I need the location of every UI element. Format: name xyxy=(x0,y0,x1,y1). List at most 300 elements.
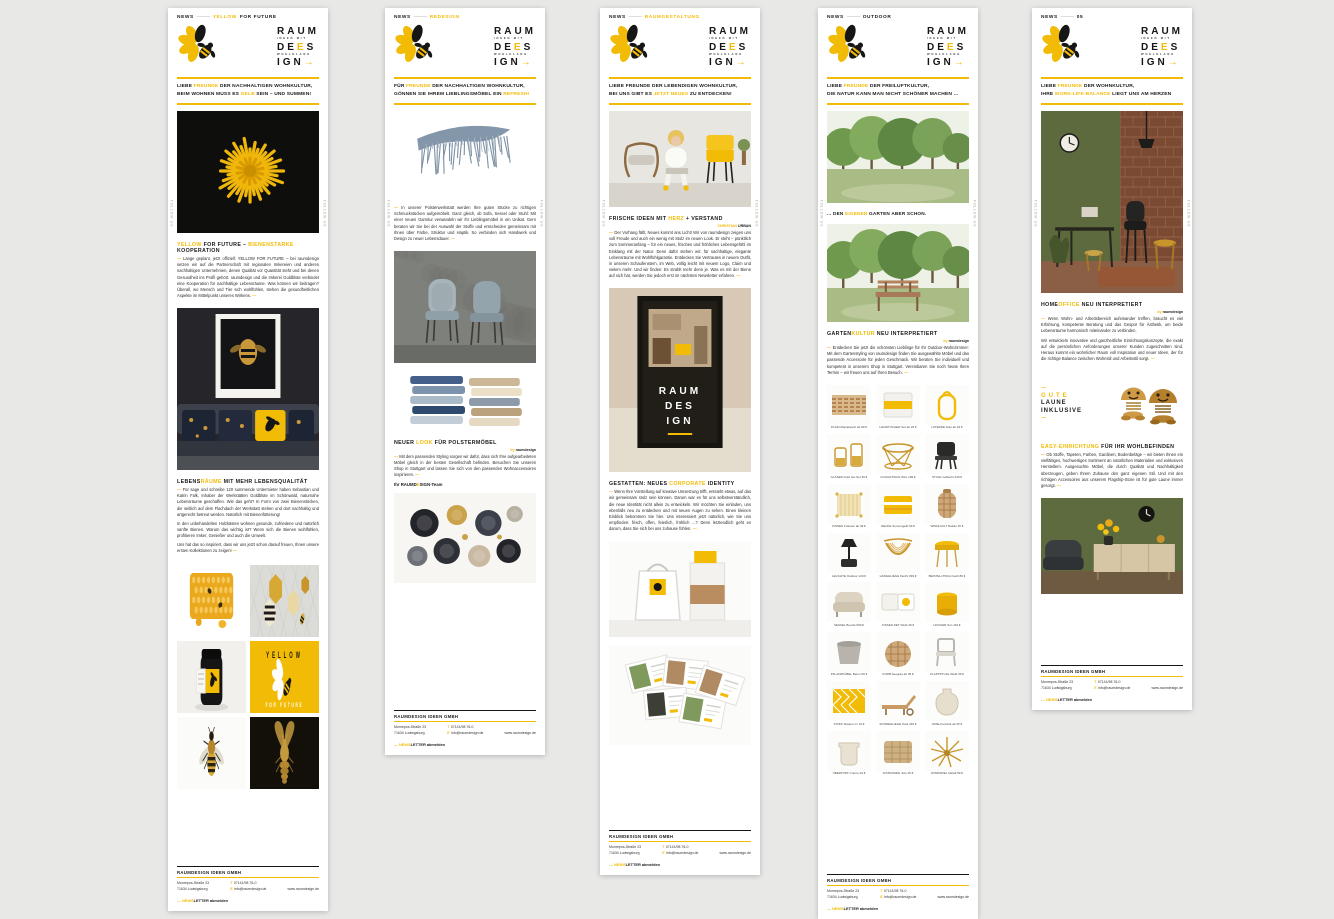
news-label: NEWS xyxy=(609,15,626,20)
flower-bee-logo-icon xyxy=(1041,24,1087,71)
product-photo xyxy=(876,681,920,721)
text-segment: GARTEN ABER SCHON. xyxy=(867,211,927,217)
wordmark-sub2: WOHLKLANG xyxy=(709,53,743,56)
body-paragraph: — Entdecken Sie jetzt die schönsten Lieblinge für Ihr Outdoor-Wohnzimmer: Mit dem Gartenstyling von raumdesign finden Sie ausgewählte Möbel und das passende Accessoire für jeden Geschmack. Wir beraten Sie individuell und kompetent in unserem Shop in Stuttgart. Vereinbaren Sie noch heute Ihren Termin – wir freuen uns auf Ihren Besuch. — xyxy=(827,345,969,376)
product-item[interactable] xyxy=(925,681,969,726)
news-tag-row xyxy=(394,15,536,20)
body-paragraph: Wir entwickeln innovative und ganzheitliche Einrichtungskonzepte, die exakt auf die persönlichen Anforderungen unserer Kunden zugeschnitten sind. Heraus kommt ein wohnlicher Raum voll Inspiration und neuer Ideen, der für die richtige Balance zwischen Wohnstil und Arbeitsstil sorgt. — xyxy=(1041,338,1183,363)
text-segment: by xyxy=(510,448,516,453)
divider-rule xyxy=(1041,77,1183,79)
hexagon-bee-collage xyxy=(250,565,319,637)
footer-rule xyxy=(827,885,969,886)
text-segment: DER xyxy=(1082,84,1097,89)
wordmark-letter: DE xyxy=(277,41,297,53)
divider-rule xyxy=(394,103,536,105)
product-caption: KORB Seegras ab 35 € xyxy=(882,672,914,677)
divider-rule xyxy=(1041,103,1183,105)
product-item[interactable] xyxy=(876,533,920,578)
product-caption: BEISTELLTISCH Gelb 89 € xyxy=(928,573,966,578)
contact-value: 07141/98 76-0 xyxy=(233,881,257,886)
unsubscribe-link[interactable] xyxy=(177,898,319,903)
article-section xyxy=(1041,299,1183,365)
product-item[interactable] xyxy=(925,533,969,578)
product-photo xyxy=(925,681,969,721)
text-segment: LIEBLINGSMÖBEL xyxy=(445,91,492,97)
product-item[interactable] xyxy=(925,632,969,677)
brand-wordmark xyxy=(494,27,536,68)
news-dash: ——— xyxy=(413,15,427,20)
text-segment: RAUMD xyxy=(400,481,417,487)
contact-key: T xyxy=(1094,680,1097,685)
email-link[interactable] xyxy=(662,851,698,857)
website-link[interactable]: www.raumdesign.de xyxy=(504,731,536,736)
product-photo xyxy=(827,681,871,721)
news-tag-row xyxy=(827,15,969,20)
text-segment: ... DEN xyxy=(827,211,846,217)
text-segment: LIEBE xyxy=(827,84,844,89)
wordmark-sub2: WOHLKLANG xyxy=(494,53,528,56)
contact-column xyxy=(447,725,483,737)
text-segment: LIEGT UNS AM xyxy=(1110,91,1151,97)
text-segment: EIN xyxy=(491,91,504,97)
section-body xyxy=(1041,452,1183,489)
text-segment: FÜR POLSTERMÖBEL xyxy=(432,440,497,447)
text-segment: DER NACHHALTIGEN xyxy=(218,84,275,89)
text-segment: BEI UNS GIBT ES xyxy=(609,91,654,97)
greeting-line xyxy=(394,83,536,91)
edition-tag: RAUMGESTALTUNG xyxy=(644,15,700,20)
product-item[interactable] xyxy=(827,484,871,529)
wordmark-letter: E xyxy=(513,41,524,53)
product-item[interactable] xyxy=(827,582,871,627)
text-segment: WOHNKULTUR, xyxy=(1096,84,1135,89)
text-segment: YELLOW xyxy=(177,242,202,249)
wordmark-line1: RAUM xyxy=(494,25,536,37)
unsubscribe-link[interactable] xyxy=(609,862,751,867)
text-segment: FREILUFTKULTUR, xyxy=(882,84,930,89)
text-segment: NEU INTERPRETIERT xyxy=(874,331,938,338)
product-item[interactable] xyxy=(827,632,871,677)
section-heading xyxy=(394,440,536,446)
wordmark-letter: S xyxy=(1170,41,1181,53)
text-segment: URBAN xyxy=(738,224,751,229)
wordmark-line1: RAUM xyxy=(709,25,751,37)
park-trees-photo xyxy=(827,111,969,203)
section-heading xyxy=(827,331,969,337)
brand-header xyxy=(394,24,536,71)
text-segment: ZU ENTDECKEN! xyxy=(688,91,732,97)
text-segment: HERZEN xyxy=(1150,91,1172,97)
section-heading xyxy=(1041,444,1183,450)
text-segment: E xyxy=(416,481,420,487)
footer-columns xyxy=(827,889,969,901)
text-segment: JETZT NEUES xyxy=(653,91,689,97)
text-segment: REFRESH! xyxy=(503,91,530,97)
product-caption: COUCHTISCH Wire 199 € xyxy=(880,474,916,479)
text-segment: FÜR xyxy=(394,84,407,89)
product-caption: LEUCHTE Outdoor 129 € xyxy=(831,573,867,578)
body-paragraph: Uns hat das so inspiriert, dass wir uns jetzt schon darauf freuen, Ihnen unsere ersten Kollektionen zu zeigen! — xyxy=(177,542,319,554)
svg-text:FOR FUTURE: FOR FUTURE xyxy=(265,701,304,710)
gold-bee-embroidery xyxy=(250,717,319,789)
address-column xyxy=(827,889,859,901)
wordmark-letter: IGN xyxy=(277,57,304,69)
signoff-text xyxy=(394,482,536,487)
product-photo xyxy=(925,731,969,771)
product-item[interactable] xyxy=(876,681,920,726)
article-section xyxy=(609,478,751,535)
product-photo xyxy=(827,582,871,622)
product-item[interactable] xyxy=(876,632,920,677)
website-link[interactable]: www.raumdesign.de xyxy=(1151,686,1183,691)
section-byline xyxy=(827,339,969,343)
text-segment: HOME xyxy=(1041,302,1059,309)
address-line: 71634 Ludwigsburg xyxy=(827,895,858,900)
text-segment: GARTEN xyxy=(827,331,852,338)
product-item[interactable] xyxy=(925,484,969,529)
article-section xyxy=(609,213,751,282)
product-photo xyxy=(827,632,871,672)
section-body xyxy=(827,345,969,376)
news-tag-row xyxy=(1041,15,1183,20)
product-item[interactable] xyxy=(876,731,920,776)
text-segment: NEU INTERPRETIERT xyxy=(1079,302,1143,309)
text-segment: DER LEBENDIGEN xyxy=(650,84,700,89)
contact-value: info@raumdesign.de xyxy=(1098,686,1131,691)
product-photo xyxy=(876,582,920,622)
company-name: RAUMDESIGN IDEEN GMBH xyxy=(177,869,242,875)
product-caption: DECKE Sonnengelb 59 € xyxy=(881,524,915,529)
news-label: NEWS xyxy=(1041,15,1058,20)
contact-value: info@raumdesign.de xyxy=(884,895,917,900)
unsubscribe-link[interactable] xyxy=(394,742,536,747)
product-item[interactable] xyxy=(925,385,969,430)
contact-value: info@raumdesign.de xyxy=(234,887,267,892)
divider-rule xyxy=(609,77,751,79)
brand-wordmark xyxy=(1141,27,1183,68)
text-segment: DER xyxy=(430,84,445,89)
address-line: Monrepos-Straße 23 xyxy=(827,889,860,894)
wordmark-line3 xyxy=(709,58,751,68)
text-segment: BIENENSTARKE xyxy=(248,242,294,249)
edition-tag: REDESIGN xyxy=(429,15,460,20)
article-section xyxy=(177,476,319,557)
wordmark-line2 xyxy=(709,43,751,53)
article-section xyxy=(1041,441,1183,492)
section-byline xyxy=(394,448,536,452)
product-item[interactable] xyxy=(925,582,969,627)
news-label: NEWS xyxy=(177,15,194,20)
body-paragraph: In den unbehandelten Holzkästen wohnen gesunde, zufriedene und natürlich sanfte Bienen. Warum das wichtig ist? Wenn sich die Bienen wohlfühlen, profitieren Imker, Genießer und auch die Umwelt. xyxy=(177,520,319,539)
company-name: RAUMDESIGN IDEEN GMBH xyxy=(1041,668,1106,674)
figurine-word: GUTE xyxy=(1041,392,1070,399)
ceramics-flatlay-photo xyxy=(394,493,536,583)
text-segment: — xyxy=(394,742,399,747)
edition-tag: OUTDOOR xyxy=(862,15,892,20)
product-caption: SONNENLIEGE Teak 449 € xyxy=(879,721,917,726)
honey-jar-photo xyxy=(177,641,246,713)
contact-value: info@raumdesign.de xyxy=(666,851,699,856)
text-segment: LETTER abmelden xyxy=(193,898,229,903)
park-bench-photo xyxy=(827,224,969,322)
news-dash: ——— xyxy=(196,15,210,20)
product-grid xyxy=(827,385,969,776)
section-body xyxy=(177,487,319,554)
wordmark-letter: IGN xyxy=(927,57,954,69)
wordmark-letter: E xyxy=(1160,41,1171,53)
section-body xyxy=(177,256,319,299)
text-segment: LETTER abmelden xyxy=(843,906,879,911)
edition-tag: 05 xyxy=(1076,15,1084,20)
wordmark-line3 xyxy=(1141,58,1183,68)
wordmark-line2 xyxy=(277,43,319,53)
article-section xyxy=(394,437,536,487)
wordmark-line2 xyxy=(927,43,969,53)
footer-rule xyxy=(177,877,319,878)
website-link[interactable]: www.raumdesign.de xyxy=(719,851,751,856)
text-segment: NEWS xyxy=(181,898,194,903)
product-caption: WINDLICHT Rattan 45 € xyxy=(930,524,964,529)
brochure-fan-photo xyxy=(609,645,751,745)
product-item[interactable] xyxy=(827,731,871,776)
arrow-icon: → xyxy=(1167,57,1181,69)
woman-yellow-chair-photo xyxy=(609,111,751,207)
email-link[interactable] xyxy=(230,887,266,893)
text-segment: SIGN-Team xyxy=(419,481,443,487)
contact-key: E xyxy=(230,887,233,892)
wordmark-line1: RAUM xyxy=(1141,25,1183,37)
text-segment: EIGENEN xyxy=(845,211,868,217)
product-item[interactable] xyxy=(925,731,969,776)
section-body xyxy=(1041,316,1183,362)
wordmark-sub1: IDEEN MIT xyxy=(927,37,957,41)
framed-brand-poster-photo xyxy=(609,288,751,472)
image-grid xyxy=(177,565,319,789)
edge-vertical-label: FOLLOW US xyxy=(322,200,327,228)
dash-icon: — xyxy=(1041,385,1046,392)
article-section xyxy=(827,328,969,379)
newsletter-outdoor xyxy=(818,8,978,919)
contact-footer xyxy=(394,710,536,737)
text-segment: WOHNKULTUR, xyxy=(274,84,313,89)
address-line: Monrepos-Straße 23 xyxy=(609,845,642,850)
contact-value: 07141/98 76-0 xyxy=(1097,680,1121,685)
body-paragraph: — Wenn Ihre Vorstellung auf kreative Umsetzung trifft, entsteht etwas, auf das wir gemeinsam stolz sein können. Darum war es für uns selbstverständlich, die neue Identität nicht allein zu entwickeln. Wir möchten Sie einladen, uns ebenfalls neu zu entdecken und mit neuen Augen zu sehen. Einen kleinen Einblick bekommen Sie hier. Uns interessiert jetzt natürlich, wie Sie uns empfinden: frisch, offen, feierlich, fröhlich ...? Denn letztendlich geht es darum, dass Sie sich bei uns zuhause fühlen. — xyxy=(609,489,751,532)
edge-vertical-label: FOLLOW US xyxy=(601,200,606,228)
news-dash: ——— xyxy=(846,15,860,20)
contact-footer xyxy=(609,830,751,857)
contact-footer xyxy=(827,874,969,901)
product-photo xyxy=(827,484,871,524)
product-caption: STOFF Rauten /m 19 € xyxy=(833,721,865,726)
newsletter-homeoffice xyxy=(1032,8,1192,710)
product-caption: HANDTÜCHER Set ab 29 € xyxy=(879,425,917,430)
text-segment: by xyxy=(1157,310,1163,315)
edition-tag: YELLOW xyxy=(212,15,237,20)
text-segment: FÜR IHR xyxy=(1099,444,1127,451)
news-dash: ——— xyxy=(1060,15,1074,20)
text-segment: IHRE xyxy=(1041,91,1055,97)
email-link[interactable] xyxy=(1094,686,1130,692)
article-section xyxy=(394,205,536,245)
text-segment: by xyxy=(943,339,949,344)
product-photo xyxy=(925,582,969,622)
edge-vertical-label: FOLLOW US xyxy=(1033,200,1038,228)
brand-wordmark xyxy=(277,27,319,68)
wordmark-line2 xyxy=(494,43,536,53)
edition-tag: FOR FUTURE xyxy=(239,15,277,20)
arrow-icon: → xyxy=(520,57,534,69)
product-caption: GLÄSER Gold 4er-Set 39 € xyxy=(830,474,868,479)
section-byline xyxy=(1041,310,1183,314)
section-body xyxy=(394,205,536,242)
svg-text:IGN: IGN xyxy=(666,416,694,428)
text-segment: NEWS xyxy=(1045,697,1058,702)
brand-header xyxy=(609,24,751,71)
product-photo xyxy=(925,385,969,425)
text-segment: NATUR xyxy=(837,91,855,97)
text-segment: OFFICE xyxy=(1058,302,1080,309)
product-item[interactable] xyxy=(827,533,871,578)
text-segment: CORPORATE xyxy=(669,481,706,488)
greeting-text xyxy=(609,83,751,98)
text-segment: — xyxy=(827,906,832,911)
footer-columns xyxy=(1041,680,1183,692)
text-segment: FREUNDE xyxy=(625,84,651,89)
product-item[interactable] xyxy=(827,385,871,430)
product-caption: SESSEL Bouclé 599 € xyxy=(834,622,864,627)
product-item[interactable] xyxy=(876,385,920,430)
unsubscribe-link[interactable] xyxy=(827,906,969,911)
wordmark-line2 xyxy=(1141,43,1183,53)
text-segment: BEIM WOHNEN MUSS ES xyxy=(177,91,241,97)
body-paragraph: — Für sage und schreibe 120 summende Untermieter haben Sebastian und Katrin Falk, Inhaber der Werkstätten Goldblüte im Schönwald, naturnahe Lebensräume geschaffen. Wie das geht? In Form von zwei Bienenstöcken, die seitlich auf dem Flachdach der Werkstatt stehen und dort nachhaltig und artgerecht betreut werden. Natürlich mit Bienenfütterung! xyxy=(177,487,319,518)
divider-rule xyxy=(827,103,969,105)
company-name: RAUMDESIGN IDEEN GMBH xyxy=(609,833,674,839)
email-link[interactable] xyxy=(880,895,916,901)
article-section xyxy=(177,239,319,302)
green-living-room-photo xyxy=(1041,498,1183,594)
product-caption: HOCKER Sun 119 € xyxy=(933,622,961,627)
text-segment: NEWS xyxy=(613,862,626,867)
wordmark-letter: S xyxy=(956,41,967,53)
divider-rule xyxy=(394,77,536,79)
footer-columns xyxy=(394,725,536,737)
text-segment: — xyxy=(177,898,182,903)
text-segment: WOHLBEFINDEN xyxy=(1126,444,1175,451)
email-link[interactable] xyxy=(447,731,483,737)
body-paragraph: — Lange geplant, jetzt offiziell: YELLOW FOR FUTURE – bei raumdesign setzen wir auf die Partnerschaft mit regionalen Imkereien und anderen nachhaltigen Unternehmen, denen Qualität vor Quantität steht und bei denen Gesundheit ins Profil gehört. raumdesign und die Imkerei Goldblüte verbindet eine Kooperation für nachhaltige Lebensräume. Was können wir beitragen? Überall, wo Mensch und Tier sich wohlfühlen, stehen die gesundheitlichen Aspekte im Mittelpunkt unseres Wirkens. — xyxy=(177,256,319,299)
body-paragraph: — In unserer Polsterwerkstatt werden Ihre guten Stücke zu richtigen Schmuckstücken aufgemöbelt. Ganz gleich, ob Sofa, Sessel oder Stuhl: Mit einer neuen Garnitur verwandeln wir Ihr Lieblingsmöbel in ein Unikat. Gern beraten wir Sie bei der Auswahl der Stoffe und entscheiden gemeinsam mit Ihnen über Farbe, Struktur und Haptik. So verbinden sich Handwerk und Design zu neuer Lebensdauer. — xyxy=(394,205,536,242)
contact-footer xyxy=(1041,665,1183,692)
product-photo xyxy=(925,484,969,524)
divider-rule xyxy=(827,77,969,79)
edge-vertical-label: FOLLOW US xyxy=(169,200,174,228)
svg-text:DES: DES xyxy=(665,401,695,413)
newsletter-corporate-identity xyxy=(600,8,760,875)
arrow-icon: → xyxy=(953,57,967,69)
address-column xyxy=(1041,680,1073,692)
news-dash: ——— xyxy=(628,15,642,20)
contact-key: T xyxy=(880,889,883,894)
text-segment: LETTER abmelden xyxy=(625,862,661,867)
yellow-chrysanthemum-photo xyxy=(177,111,319,233)
product-item[interactable] xyxy=(876,484,920,529)
greeting-line xyxy=(1041,91,1183,99)
text-segment: RÄUME xyxy=(200,479,222,486)
contact-key: T xyxy=(230,881,233,886)
address-column xyxy=(394,725,426,737)
body-paragraph: — Der Vorhang fällt, Neues kommt ans Licht! Wir von raumdesign zeigen uns voll Freude und auch ein wenig mit Stolz im neuen Look. Er steht – pünktlich zum Sommeranfang – für ein neues, frisches und fröhliches Lebensgefühl im Einklang mit der Natur. Denn dafür stehen wir: für nachhaltige, elegante Lebensräume mit Wohlfühlgarantie. Entdecken Sie Vertrautes in neuem Outfit, in unseren Schaufenstern, im Web, völlig leicht mit neuem Logo, Claim und vielem mehr. Und wir finden: Es strahlt mehr denn je. Was es mit der Biene auf sich hat, werden Sie jedoch erst im nächsten Newsletter erfahren. — xyxy=(609,230,751,279)
website-link[interactable]: www.raumdesign.de xyxy=(287,887,319,892)
newsletter-redesign xyxy=(385,8,545,755)
contact-key: E xyxy=(662,851,665,856)
contact-value: info@raumdesign.de xyxy=(451,731,484,736)
flower-bee-logo-icon xyxy=(177,24,223,71)
text-segment: WORK-LIFE-BALANCE xyxy=(1054,91,1111,97)
section-byline xyxy=(609,224,751,228)
section-body xyxy=(609,489,751,532)
edge-vertical-label: FOLLOW US xyxy=(754,200,759,228)
text-segment: KOOPERATION xyxy=(177,248,220,255)
divider-rule xyxy=(609,103,751,105)
home-office-photo xyxy=(1041,111,1183,293)
good-mood-figurines xyxy=(1041,373,1183,433)
product-photo xyxy=(876,484,920,524)
product-photo xyxy=(876,434,920,474)
product-photo xyxy=(876,731,920,771)
unsubscribe-link[interactable] xyxy=(1041,697,1183,702)
footer-rule xyxy=(609,841,751,842)
greeting-line xyxy=(177,83,319,91)
wordmark-line1: RAUM xyxy=(927,25,969,37)
product-photo xyxy=(827,533,871,573)
product-photo xyxy=(925,533,969,573)
bee-cushion-sofa-photo xyxy=(177,308,319,470)
greeting-line xyxy=(394,91,536,99)
wordmark-sub2: WOHLKLANG xyxy=(277,53,311,56)
wordmark-letter: DE xyxy=(927,41,947,53)
text-segment: GÖNNEN SIE IHREM xyxy=(394,91,446,97)
text-segment: LIEBE xyxy=(609,84,626,89)
product-photo xyxy=(876,632,920,672)
product-item[interactable] xyxy=(925,434,969,479)
product-item[interactable] xyxy=(876,434,920,479)
edge-vertical-label: FOLLOW US xyxy=(972,200,977,228)
edge-vertical-label: FOLLOW US xyxy=(819,200,824,228)
product-item[interactable] xyxy=(827,434,871,479)
product-photo xyxy=(876,533,920,573)
product-item[interactable] xyxy=(876,582,920,627)
brand-wordmark xyxy=(709,27,751,68)
text-segment: NEWS xyxy=(398,742,411,747)
greeting-text xyxy=(1041,83,1183,98)
website-link[interactable]: www.raumdesign.de xyxy=(937,895,969,900)
section-heading xyxy=(177,479,319,485)
product-caption: ÜBERTOPF Creme 29 € xyxy=(832,771,866,776)
flower-bee-logo-icon xyxy=(394,24,440,71)
greeting-line xyxy=(609,91,751,99)
product-item[interactable] xyxy=(827,681,871,726)
wordmark-sub1: IDEEN MIT xyxy=(1141,37,1171,41)
product-photo xyxy=(827,731,871,771)
wordmark-letter: IGN xyxy=(709,57,736,69)
wordmark-letter: DE xyxy=(494,41,514,53)
wordmark-letter: IGN xyxy=(1141,57,1168,69)
address-line: Monrepos-Straße 23 xyxy=(177,881,210,886)
text-segment: NEWS xyxy=(831,906,844,911)
dash-icon: — xyxy=(1041,415,1046,422)
